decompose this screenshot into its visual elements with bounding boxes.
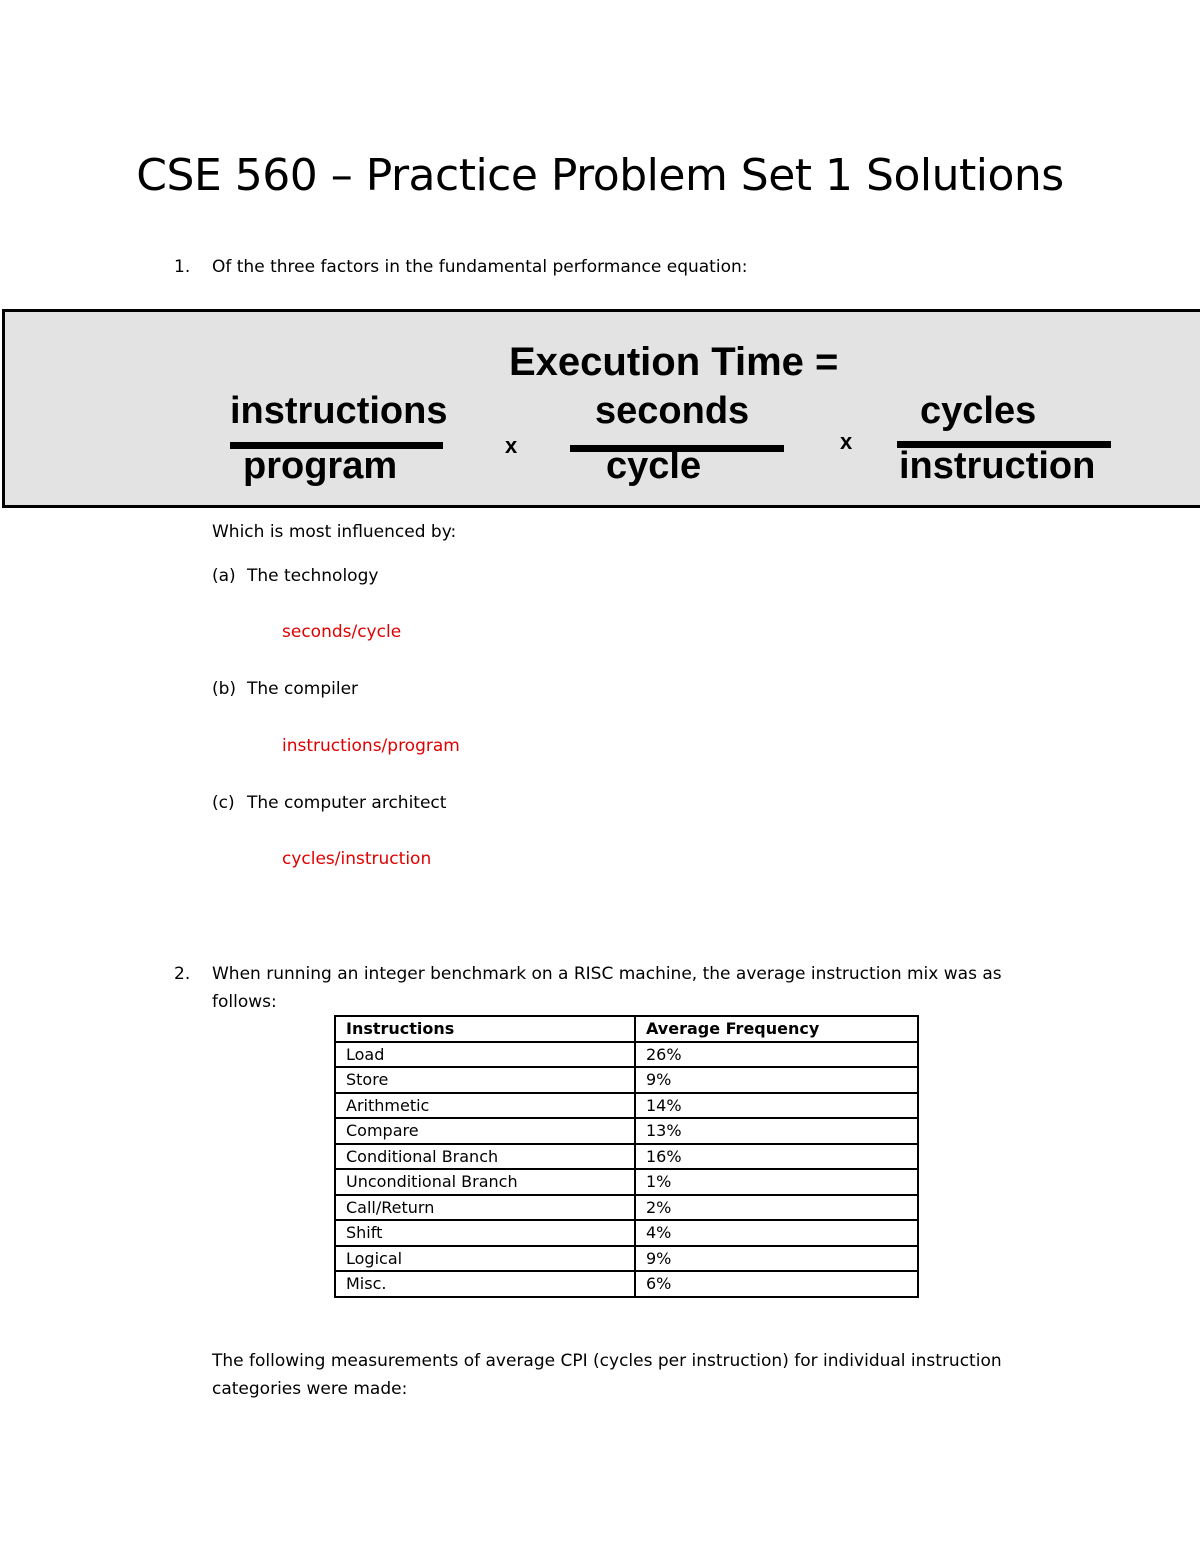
table-row bbox=[335, 1271, 918, 1297]
factor-cycles-numerator: cycles bbox=[920, 390, 1037, 432]
frequency-cell: 9% bbox=[635, 1067, 918, 1093]
instruction-cell: Call/Return bbox=[335, 1195, 635, 1221]
equation-title: Execution Time = bbox=[509, 340, 839, 384]
page-title: CSE 560 – Practice Problem Set 1 Solutions bbox=[136, 150, 1064, 201]
instruction-cell: Load bbox=[335, 1042, 635, 1068]
table-row bbox=[335, 1118, 918, 1144]
part-a-label: (a) bbox=[212, 566, 236, 586]
part-a-text: The technology bbox=[247, 566, 379, 586]
instruction-cell: Arithmetic bbox=[335, 1093, 635, 1119]
instruction-cell: Conditional Branch bbox=[335, 1144, 635, 1170]
table-row bbox=[335, 1220, 918, 1246]
part-c-answer: cycles/instruction bbox=[282, 849, 432, 869]
instruction-mix-table bbox=[334, 1015, 919, 1298]
question-1-number: 1. bbox=[174, 257, 191, 277]
question-1-prompt: Which is most influenced by: bbox=[212, 522, 457, 542]
instruction-cell: Shift bbox=[335, 1220, 635, 1246]
part-b-answer: instructions/program bbox=[282, 736, 460, 756]
frequency-cell: 16% bbox=[635, 1144, 918, 1170]
question-2-intro-line-1: When running an integer benchmark on a RISC machine, the average instruction mix was as bbox=[212, 964, 1002, 984]
part-c-text: The computer architect bbox=[247, 793, 447, 813]
frequency-cell: 14% bbox=[635, 1093, 918, 1119]
part-b-label: (b) bbox=[212, 679, 237, 699]
factor-cycle-denominator: cycle bbox=[606, 445, 702, 487]
question-2-number: 2. bbox=[174, 964, 191, 984]
frequency-cell: 9% bbox=[635, 1246, 918, 1272]
part-b-text: The compiler bbox=[247, 679, 359, 699]
frequency-cell: 6% bbox=[635, 1271, 918, 1297]
instruction-cell: Misc. bbox=[335, 1271, 635, 1297]
performance-equation-box bbox=[2, 309, 1200, 508]
frequency-cell: 26% bbox=[635, 1042, 918, 1068]
table-row bbox=[335, 1067, 918, 1093]
multiply-operator: x bbox=[505, 433, 518, 458]
table-row bbox=[335, 1169, 918, 1195]
frequency-cell: 1% bbox=[635, 1169, 918, 1195]
question-2-followup-line-2: categories were made: bbox=[212, 1379, 408, 1399]
table-row bbox=[335, 1042, 918, 1068]
instruction-cell: Logical bbox=[335, 1246, 635, 1272]
part-a-answer: seconds/cycle bbox=[282, 622, 402, 642]
instruction-cell: Store bbox=[335, 1067, 635, 1093]
frequency-cell: 4% bbox=[635, 1220, 918, 1246]
question-1-intro: Of the three factors in the fundamental performance equation: bbox=[212, 257, 748, 277]
factor-seconds-numerator: seconds bbox=[595, 390, 750, 432]
column-header-average-frequency: Average Frequency bbox=[635, 1016, 918, 1042]
multiply-operator: x bbox=[840, 429, 853, 454]
instruction-cell: Compare bbox=[335, 1118, 635, 1144]
frequency-cell: 13% bbox=[635, 1118, 918, 1144]
table-row bbox=[335, 1246, 918, 1272]
table-row bbox=[335, 1195, 918, 1221]
instruction-cell: Unconditional Branch bbox=[335, 1169, 635, 1195]
column-header-instructions: Instructions bbox=[335, 1016, 635, 1042]
factor-instruction-denominator: instruction bbox=[899, 445, 1096, 487]
part-c-label: (c) bbox=[212, 793, 235, 813]
question-2-followup-line-1: The following measurements of average CPI (cycles per instruction) for individual instruction bbox=[212, 1351, 1002, 1371]
table-row bbox=[335, 1093, 918, 1119]
frequency-cell: 2% bbox=[635, 1195, 918, 1221]
factor-instructions-numerator: instructions bbox=[230, 390, 448, 432]
question-2-intro-line-2: follows: bbox=[212, 992, 277, 1012]
table-header-row bbox=[335, 1016, 918, 1042]
table-row bbox=[335, 1144, 918, 1170]
factor-program-denominator: program bbox=[243, 445, 398, 487]
